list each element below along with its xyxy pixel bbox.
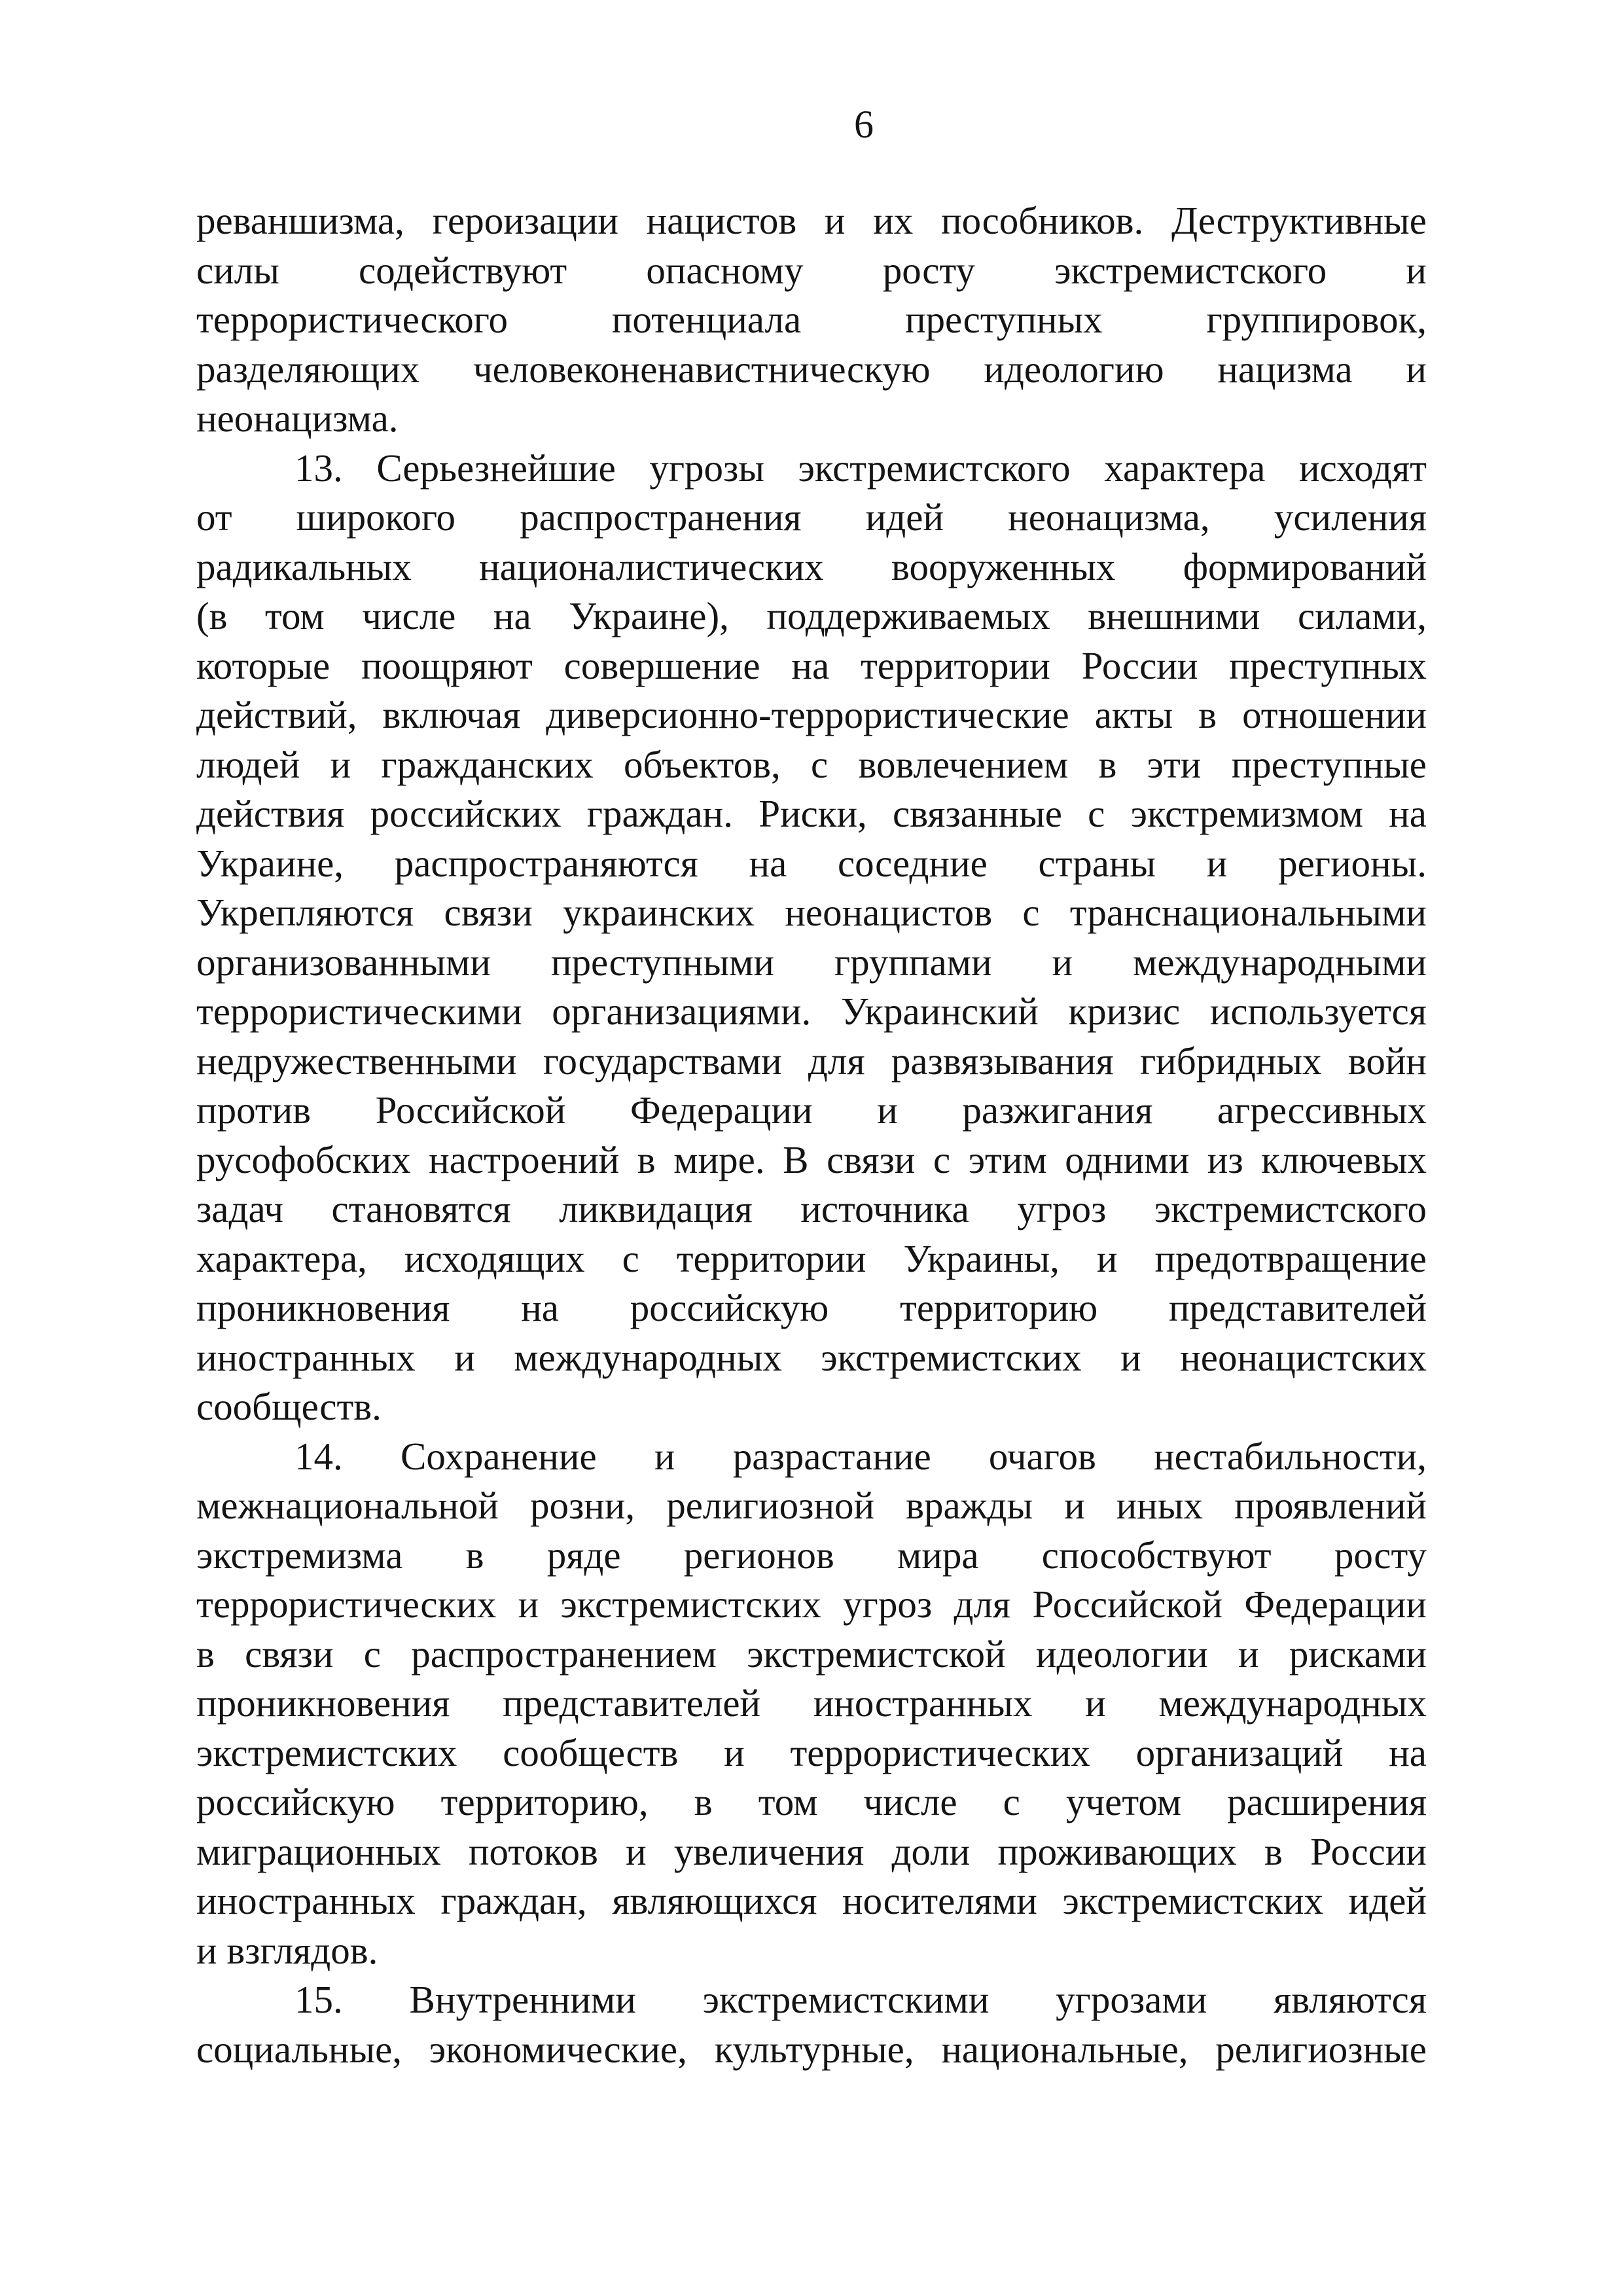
text-line: против Российской Федерации и разжигания агрессивных xyxy=(196,1088,1427,1132)
text-line: действий, включая диверсионно-террористические акты в отношении xyxy=(196,693,1427,736)
text-line: в связи с распространением экстремистской идеологии и рисками xyxy=(196,1632,1427,1676)
text-line: людей и гражданских объектов, с вовлечением в эти преступные xyxy=(196,742,1427,786)
text-line: радикальных националистических вооруженных формирований xyxy=(196,545,1427,588)
text-line: и взглядов. xyxy=(196,1928,378,1972)
text-line: иностранных граждан, являющихся носителями экстремистских идей xyxy=(196,1879,1427,1922)
text-line: реваншизма, героизации нацистов и их пособников. Деструктивные xyxy=(196,199,1427,242)
text-line: задач становятся ликвидация источника угроз экстремистского xyxy=(196,1187,1427,1230)
text-line: действия российских граждан. Риски, связанные с экстремизмом на xyxy=(196,792,1427,835)
text-line: иностранных и международных экстремистских и неонацистских xyxy=(196,1335,1427,1379)
text-line: организованными преступными группами и международными xyxy=(196,940,1427,984)
text-line: сообществ. xyxy=(196,1385,382,1428)
text-line: российскую территорию, в том числе с учетом расширения xyxy=(196,1780,1427,1823)
text-line: русофобских настроений в мире. В связи с этим одними из ключевых xyxy=(196,1138,1427,1181)
page-number: 6 xyxy=(854,103,874,146)
text-line: проникновения представителей иностранных и международных xyxy=(196,1681,1427,1725)
text-line: экстремизма в ряде регионов мира способствуют росту xyxy=(196,1533,1427,1577)
text-line: проникновения на российскую территорию представителей xyxy=(196,1286,1427,1329)
text-line: неонацизма. xyxy=(196,397,399,440)
body-text xyxy=(196,196,1427,2074)
text-line: Укрепляются связи украинских неонацистов с транснациональными xyxy=(196,891,1427,934)
text-line: от широкого распространения идей неонацизма, усиления xyxy=(196,495,1427,539)
text-line: 15. Внутренними экстремистскими угрозами являются xyxy=(294,1978,1427,2021)
text-line: которые поощряют совершение на территории России преступных xyxy=(196,643,1427,687)
text-line: террористических и экстремистских угроз для Российской Федерации xyxy=(196,1583,1427,1626)
text-line: террористического потенциала преступных группировок, xyxy=(196,298,1427,341)
text-line: (в том числе на Украине), поддерживаемых внешними силами, xyxy=(196,594,1427,637)
text-line: террористическими организациями. Украинский кризис используется xyxy=(196,990,1427,1033)
text-line: межнациональной розни, религиозной вражды и иных проявлений xyxy=(196,1484,1427,1527)
text-line: силы содействуют опасному росту экстремистского и xyxy=(196,248,1427,292)
text-line: миграционных потоков и увеличения доли проживающих в России xyxy=(196,1829,1427,1873)
text-line: 14. Сохранение и разрастание очагов нестабильности, xyxy=(294,1434,1427,1478)
text-line: разделяющих человеконенавистническую идеологию нацизма и xyxy=(196,347,1427,391)
text-line: экстремистских сообществ и террористических организаций на xyxy=(196,1731,1427,1774)
text-line: социальные, экономические, культурные, национальные, религиозные xyxy=(196,2027,1427,2071)
text-line: Украине, распространяются на соседние страны и регионы. xyxy=(196,841,1427,885)
text-line: недружественными государствами для развязывания гибридных войн xyxy=(196,1039,1427,1083)
text-line: 13. Серьезнейшие угрозы экстремистского характера исходят xyxy=(294,446,1427,490)
text-line: характера, исходящих с территории Украины, и предотвращение xyxy=(196,1236,1427,1280)
